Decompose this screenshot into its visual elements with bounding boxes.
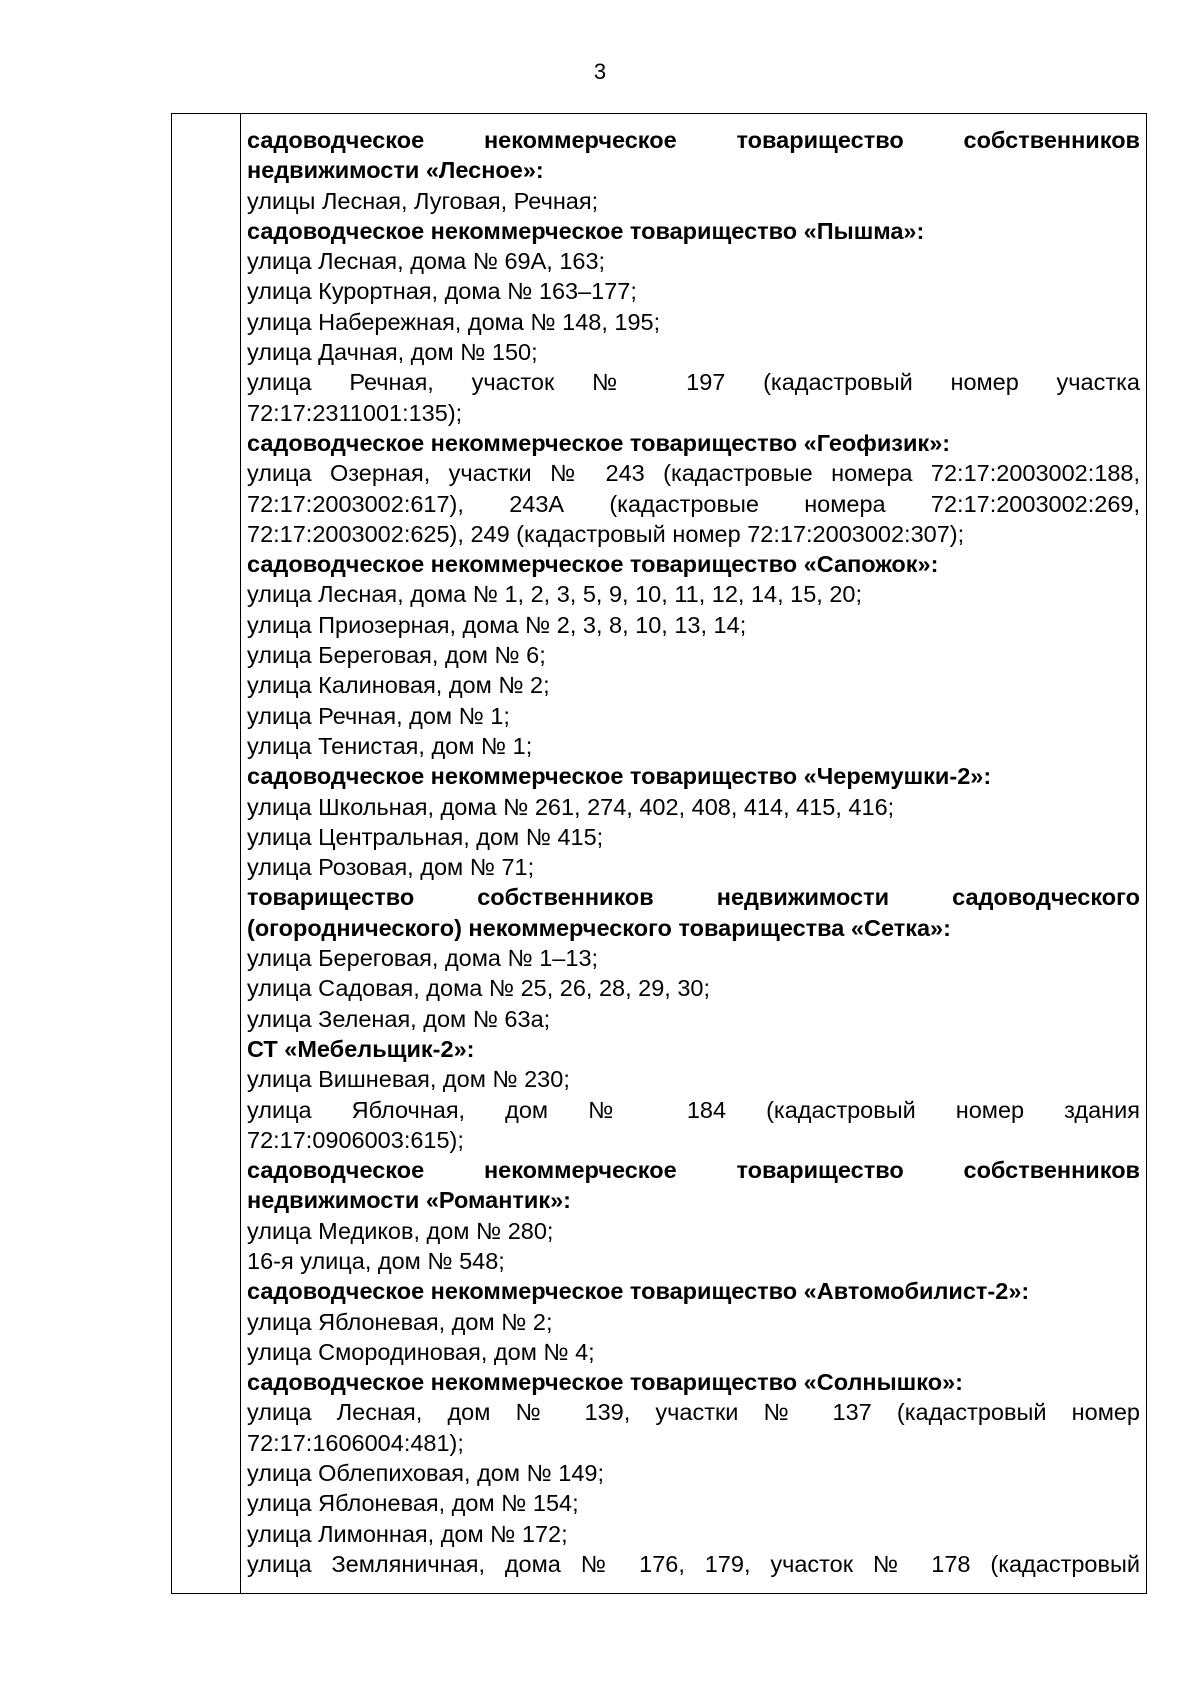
address-line: улица Лесная, дома № 1, 2, 3, 5, 9, 10, 11, 12, 14, 15, 20; [247, 581, 863, 608]
address-line: улица Смородиновая, дом № 4; [247, 1338, 595, 1365]
section-heading-line: садоводческое некоммерческое товарищество собственников [247, 127, 1140, 153]
address-line: улица Садовая, дома № 25, 26, 28, 29, 30; [247, 975, 711, 1002]
section-heading-line: (огороднического) некоммерческого товарищества «Сетка»: [247, 914, 951, 941]
address-line: 72:17:2003002:625), 249 (кадастровый номер 72:17:2003002:307); [247, 520, 965, 547]
address-line: 16-я улица, дом № 548; [247, 1247, 505, 1274]
address-line: улица Приозерная, дома № 2, 3, 8, 10, 13, 14; [247, 611, 747, 638]
section-heading-line: садоводческое некоммерческое товарищество «Сапожок»: [247, 551, 939, 578]
section-heading-line: садоводческое некоммерческое товарищество «Пышма»: [247, 217, 925, 244]
section-heading-line: садоводческое некоммерческое товарищество «Черемушки-2»: [247, 763, 992, 790]
address-line: улица Земляничная, дома № 176, 179, участок № 178 (кадастровый [247, 1550, 1140, 1577]
address-line: улица Речная, дом № 1; [247, 702, 510, 729]
table-content-cell [241, 114, 1146, 1593]
address-line: улица Школьная, дома № 261, 274, 402, 408, 414, 415, 416; [247, 793, 895, 820]
address-line: улица Набережная, дома № 148, 195; [247, 308, 661, 335]
address-line: улица Яблоневая, дом № 154; [247, 1490, 579, 1517]
address-line: улица Лимонная, дом № 172; [247, 1520, 568, 1547]
section-heading-line: недвижимости «Лесное»: [247, 157, 544, 184]
address-line: улица Яблоневая, дом № 2; [247, 1308, 553, 1335]
address-line: улица Вишневая, дом № 230; [247, 1066, 570, 1093]
address-line: 72:17:0906003:615); [247, 1126, 464, 1153]
address-line: улица Облепиховая, дом № 149; [247, 1460, 605, 1487]
section-heading-line: СТ «Мебельщик-2»: [247, 1035, 475, 1062]
address-line: улица Центральная, дом № 415; [247, 823, 604, 850]
address-line: улица Зеленая, дом № 63а; [247, 1005, 551, 1032]
address-line: 72:17:2003002:617), 243А (кадастровые номера 72:17:2003002:269, [247, 490, 1140, 517]
document-table [171, 113, 1147, 1594]
address-line: улица Дачная, дом № 150; [247, 339, 538, 366]
section-heading-line: товарищество собственников недвижимости садоводческого [247, 884, 1140, 911]
address-line: улица Яблочная, дом № 184 (кадастровый номер здания [247, 1096, 1140, 1123]
section-heading-line: садоводческое некоммерческое товарищество «Геофизик»: [247, 429, 951, 456]
address-line: улица Калиновая, дом № 2; [247, 672, 550, 699]
address-line: улица Береговая, дома № 1–13; [247, 945, 599, 972]
address-line: 72:17:1606004:481); [247, 1429, 464, 1456]
address-line: улица Розовая, дом № 71; [247, 854, 535, 881]
address-line: улица Лесная, дом № 139, участки № 137 (кадастровый номер [247, 1399, 1140, 1426]
address-line: улица Тенистая, дом № 1; [247, 732, 533, 759]
address-line: улица Береговая, дом № 6; [247, 642, 546, 669]
section-heading-line: недвижимости «Романтик»: [247, 1187, 572, 1214]
address-line: улица Речная, участок № 197 (кадастровый номер участка [247, 369, 1140, 396]
section-heading-line: садоводческое некоммерческое товарищество «Автомобилист-2»: [247, 1278, 1030, 1305]
address-line: 72:17:2311001:135); [247, 399, 463, 426]
address-line: улица Лесная, дома № 69А, 163; [247, 248, 606, 275]
address-line: улица Озерная, участки № 243 (кадастровые номера 72:17:2003002:188, [247, 460, 1140, 487]
section-heading-line: садоводческое некоммерческое товарищество «Солнышко»: [247, 1369, 963, 1396]
table-number-column [172, 114, 241, 1593]
address-line: улицы Лесная, Луговая, Речная; [247, 187, 599, 214]
address-line: улица Медиков, дом № 280; [247, 1217, 554, 1244]
page-number: 3 [593, 59, 607, 84]
section-heading-line: садоводческое некоммерческое товарищество собственников [247, 1157, 1140, 1184]
address-line: улица Курортная, дома № 163–177; [247, 278, 637, 305]
